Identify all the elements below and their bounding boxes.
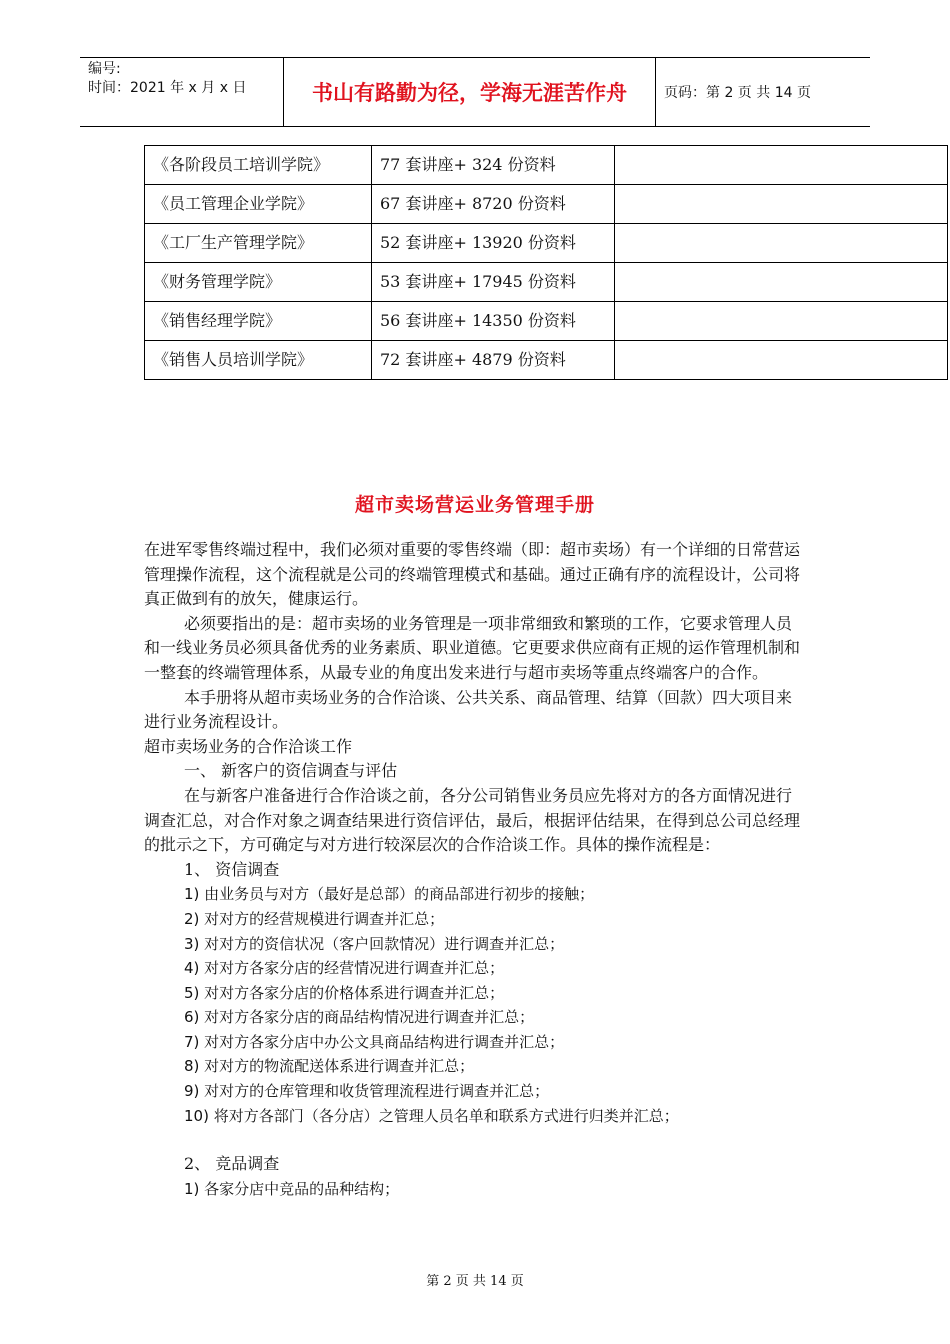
page-header bbox=[80, 57, 870, 127]
list-item: 1) 各家分店中竞品的品种结构； bbox=[184, 1179, 400, 1198]
course-note bbox=[615, 302, 948, 341]
list-item: 8) 对对方的物流配送体系进行调查并汇总； bbox=[184, 1057, 475, 1076]
course-detail: 52 套讲座+ 13920 份资料 bbox=[372, 224, 615, 263]
list-item: 7) 对对方各家分店中办公文具商品结构进行调查并汇总； bbox=[184, 1032, 565, 1051]
number-label: 编号: bbox=[88, 61, 121, 77]
table-row bbox=[145, 146, 948, 185]
page-footer: 第 2 页 共 14 页 bbox=[426, 1274, 524, 1289]
section-heading: 超市卖场业务的合作洽谈工作 bbox=[144, 736, 353, 756]
course-detail: 56 套讲座+ 14350 份资料 bbox=[372, 302, 615, 341]
course-name: 《工厂生产管理学院》 bbox=[145, 224, 372, 263]
table-row bbox=[145, 341, 948, 380]
course-note bbox=[615, 185, 948, 224]
course-detail: 53 套讲座+ 17945 份资料 bbox=[372, 263, 615, 302]
course-detail: 72 套讲座+ 4879 份资料 bbox=[372, 341, 615, 380]
list-item: 2) 对对方的经营规模进行调查并汇总； bbox=[184, 909, 445, 928]
course-detail: 77 套讲座+ 324 份资料 bbox=[372, 146, 615, 185]
paragraph: 在进军零售终端过程中，我们必须对重要的零售终端（即：超市卖场）有一个详细的日常营运管理操作流程，这个流程就是公司的终端管理模式和基础。通过正确有序的流程设计，公司将真正做到有的放矢，健康运行。 bbox=[144, 540, 801, 609]
time-label: 时间：2021 年 x 月 x 日 bbox=[88, 80, 247, 96]
course-note bbox=[615, 224, 948, 263]
spacer bbox=[144, 1128, 804, 1152]
list-heading: 2、 竞品调查 bbox=[184, 1154, 280, 1174]
list-item: 4) 对对方各家分店的经营情况进行调查并汇总； bbox=[184, 959, 505, 978]
course-detail: 67 套讲座+ 8720 份资料 bbox=[372, 185, 615, 224]
list-item: 3) 对对方的资信状况（客户回款情况）进行调查并汇总； bbox=[184, 934, 565, 953]
list-heading: 1、 资信调查 bbox=[184, 859, 280, 879]
course-name: 《各阶段员工培训学院》 bbox=[145, 146, 372, 185]
table-row bbox=[145, 263, 948, 302]
course-name: 《销售经理学院》 bbox=[145, 302, 372, 341]
list-item: 5) 对对方各家分店的价格体系进行调查并汇总； bbox=[184, 983, 505, 1002]
course-name: 《销售人员培训学院》 bbox=[145, 341, 372, 380]
table-row bbox=[145, 302, 948, 341]
courses-table bbox=[144, 145, 948, 380]
document-body bbox=[144, 538, 804, 1201]
course-name: 《财务管理学院》 bbox=[145, 263, 372, 302]
header-meta bbox=[80, 58, 283, 126]
table-row bbox=[145, 185, 948, 224]
list-item: 10) 将对方各部门（各分店）之管理人员名单和联系方式进行归类并汇总； bbox=[184, 1106, 679, 1125]
course-note bbox=[615, 146, 948, 185]
list-item: 1) 由业务员与对方（最好是总部）的商品部进行初步的接触； bbox=[184, 885, 595, 904]
list-item: 9) 对对方的仓库管理和收货管理流程进行调查并汇总； bbox=[184, 1082, 550, 1101]
paragraph: 在与新客户准备进行合作洽谈之前，各分公司销售业务员应先将对方的各方面情况进行调查汇总，对合作对象之调查结果进行资信评估，最后，根据评估结果，在得到总公司总经理的批示之下，方可确定与对方进行较深层次的合作洽谈工作。具体的操作流程是： bbox=[144, 785, 801, 855]
course-note bbox=[615, 341, 948, 380]
course-note bbox=[615, 263, 948, 302]
header-page-code: 页码：第 2 页 共 14 页 bbox=[664, 85, 811, 101]
paragraph: 本手册将从超市卖场业务的合作洽谈、公共关系、商品管理、结算（回款）四大项目来进行业务流程设计。 bbox=[144, 687, 793, 732]
paragraph: 必须要指出的是：超市卖场的业务管理是一项非常细致和繁琐的工作，它要求管理人员和一线业务员必须具备优秀的业务素质、职业道德。它更要求供应商有正规的运作管理机制和一整套的终端管理体系，从最专业的角度出发来进行与超市卖场等重点终端客户的合作。 bbox=[144, 613, 801, 682]
list-item: 6) 对对方各家分店的商品结构情况进行调查并汇总； bbox=[184, 1008, 535, 1027]
table-row bbox=[145, 224, 948, 263]
header-motto: 书山有路勤为径，学海无涯苦作舟 bbox=[283, 58, 656, 126]
subsection-heading: 一、 新客户的资信调查与评估 bbox=[184, 761, 398, 781]
course-name: 《员工管理企业学院》 bbox=[145, 185, 372, 224]
document-title: 超市卖场营运业务管理手册 bbox=[354, 494, 595, 516]
